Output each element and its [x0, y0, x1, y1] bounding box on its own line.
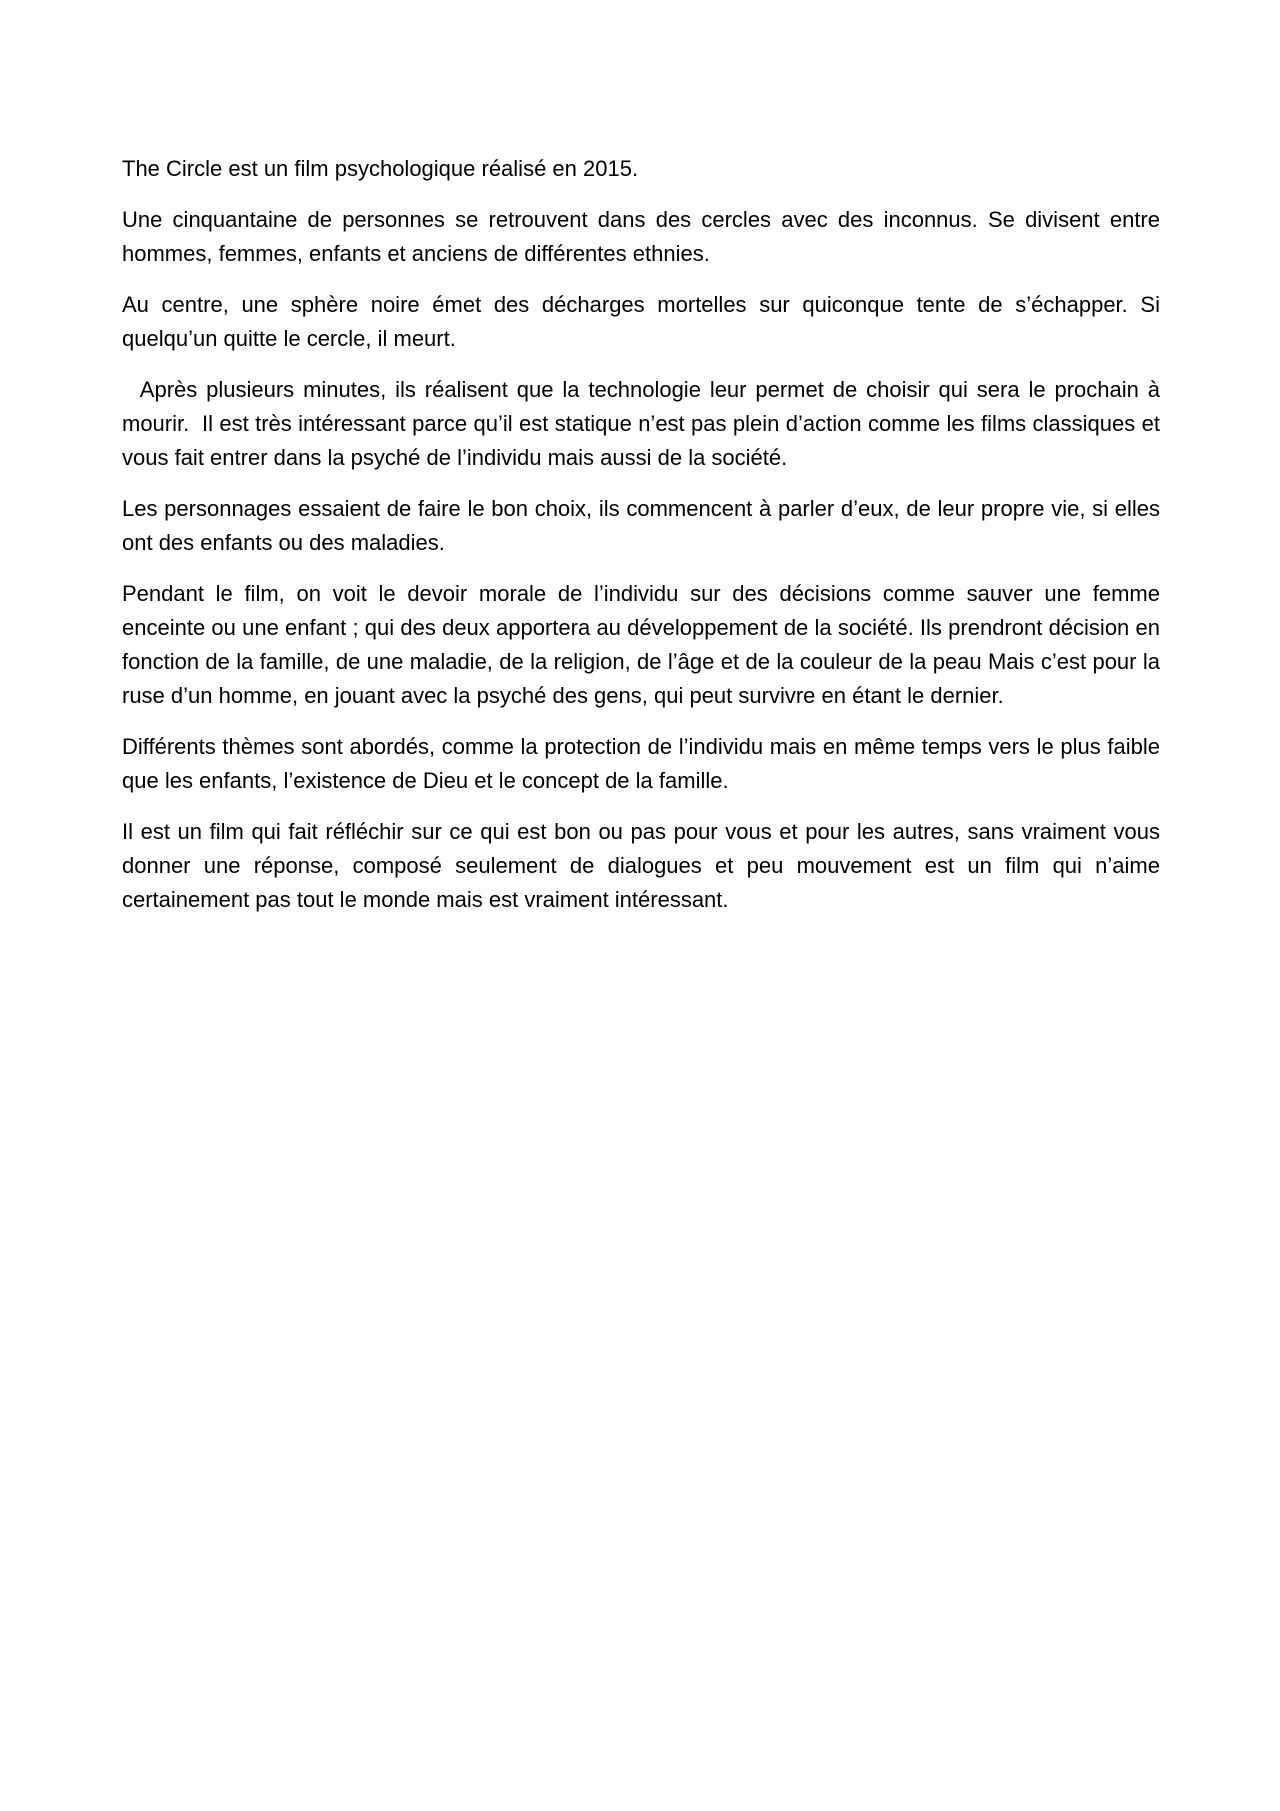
- paragraph-themes: Différents thèmes sont abordés, comme la protection de l’individu mais en même temps vers le plus faible que les enfants, l’existence de Dieu et le concept de la famille.: [122, 734, 1160, 793]
- paragraph-moral-duty: Pendant le film, on voit le devoir morale de l’individu sur des décisions comme sauver une femme enceinte ou une enfant ; qui des deux apportera au développement de la société. Ils prendront décision en fonction de la famille, de une maladie, de la religion, de l’âge et de la couleur de la peau Mais c’est pour la ruse d’un homme, en jouant avec la psyché des gens, qui peut survivre en étant le dernier.: [122, 581, 1160, 708]
- paragraph-premise: Une cinquantaine de personnes se retrouvent dans des cercles avec des inconnus. Se divisent entre hommes, femmes, enfants et anciens de différentes ethnies.: [122, 207, 1160, 266]
- document-body: [122, 152, 1167, 934]
- paragraph-sphere: Au centre, une sphère noire émet des décharges mortelles sur quiconque tente de s’échapper. Si quelqu’un quitte le cercle, il meurt.: [122, 292, 1160, 351]
- paragraph-conclusion: Il est un film qui fait réfléchir sur ce qui est bon ou pas pour vous et pour les autres, sans vraiment vous donner une réponse, composé seulement de dialogues et peu mouvement est un film qui n’aime certainement pas tout le monde mais est vraiment intéressant.: [122, 819, 1160, 912]
- paragraph-choice: Après plusieurs minutes, ils réalisent que la technologie leur permet de choisir qui sera le prochain à mourir. Il est très intéressant parce qu’il est statique n’est pas plein d’action comme les films classiques et vous fait entrer dans la psyché de l’individu mais aussi de la société.: [122, 377, 1167, 470]
- paragraph-characters: Les personnages essaient de faire le bon choix, ils commencent à parler d’eux, de leur propre vie, si elles ont des enfants ou des maladies.: [122, 496, 1160, 555]
- paragraph-intro: The Circle est un film psychologique réalisé en 2015.: [122, 156, 639, 181]
